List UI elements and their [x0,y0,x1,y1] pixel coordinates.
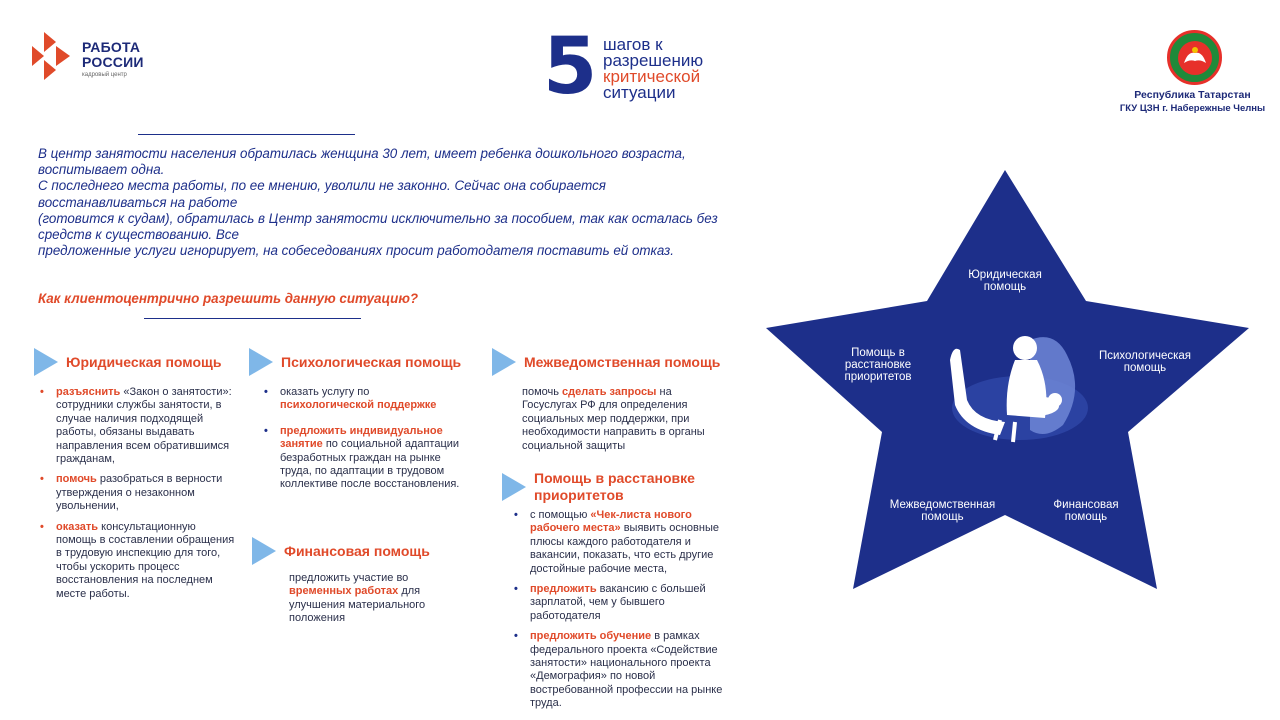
heading-text: Психологическая помощь [281,353,462,370]
tatarstan-emblem-icon [1167,30,1222,85]
heading-text: приоритетов [534,487,624,503]
triangle-marker-icon [502,473,526,501]
title-line3: критической [603,67,701,86]
title-line2: разрешению [603,51,704,70]
intro-paragraph: С последнего места работы, по ее мнению, уволили не законно. Сейчас она собирается восстанавливаться на работе [38,178,606,210]
priorities-help-list [512,509,734,718]
triangle-marker-icon [492,348,516,376]
situation-description [38,146,718,259]
title-number: 5 [543,22,598,112]
star-label-priorities: Помощь в расстановке приоритетов [844,347,912,383]
list-item: • с помощью «Чек-листа нового рабочего места» выявить основные плюсы каждого работодателя и вакансии, показать, что есть другие достойные рабочие места, [512,509,734,576]
triangle-marker-icon [249,348,273,376]
rabota-rossii-logo [30,30,170,85]
help-star-diagram [760,165,1255,595]
list-item: • оказать услугу по психологической поддержке [262,386,462,413]
intro-paragraph: предложенные услуги игнорирует, на собеседованиях просит работодателя поставить ей отказ. [38,243,674,259]
list-item: • разъяснить «Закон о занятости»: сотрудники службы занятости, в случае наличия подходящей работы, обязаны выдавать направления всем обратившимся гражданам, [38,386,238,466]
psych-help-list [262,386,462,499]
intro-paragraph: В центр занятости населения обратилась женщина 30 лет, имеет ребенка дошкольного возраста, воспитывает одна. [38,146,686,178]
finance-help-heading [252,537,430,565]
heading-text: Помощь в расстановке [534,470,695,486]
interagency-help-heading [492,348,720,376]
star-label-psych: Психологическая помощь [1098,350,1192,374]
star-label-legal: Юридическая помощь [968,269,1042,293]
legal-help-heading [34,348,221,376]
intro-paragraph: (готовится к судам), обратилась в Центр занятости исключительно за пособием, так как осталась без средств к существованию. Все [38,210,718,243]
logo-line2: РОССИИ [82,54,144,70]
page-title [543,22,743,112]
tatarstan-logo [1110,30,1275,120]
finance-help-text: предложить участие во временных работах для улучшения материального положения [289,572,426,625]
heading-text: Межведомственная помощь [524,353,721,370]
list-item: • помочь разобраться в верности утверждения о незаконном увольнении, [38,473,238,513]
list-item: • предложить обучение в рамках федерального проекта «Содействие занятости» национального проекта «Демография» по новой востребованной профессии на рынке труда. [512,630,734,710]
logo-subtitle: кадровый центр [82,72,127,78]
heading-text: Финансовая помощь [284,542,430,559]
star-label-finance: Финансовая помощь [1053,499,1119,523]
heading-text: Юридическая помощь [66,353,222,370]
legal-help-list [38,386,238,608]
triangle-marker-icon [252,537,276,565]
interagency-help-text: помочь сделать запросы на Госуслугах РФ для определения социальных мер поддержки, при необходимости направить в органы социальной защиты [522,386,705,452]
divider-bottom [144,318,361,319]
title-line1: шагов к [603,35,663,54]
psych-help-heading [249,348,461,376]
divider-top [138,134,355,135]
triangle-marker-icon [34,348,58,376]
arrows-logo-icon [30,30,78,80]
logo-line1: РАБОТА [82,39,141,55]
region-name: Республика Татарстан [1134,89,1251,101]
star-label-interagency: Межведомственная помощь [889,499,996,523]
priorities-help-heading [502,470,695,504]
title-line4: ситуации [603,83,676,102]
list-item: • предложить индивидуальное занятие по социальной адаптации безработных граждан на рынке труда, по адаптации в трудовом коллективе после восстановления. [262,425,462,492]
question-text: Как клиентоцентрично разрешить данную ситуацию? [38,291,419,306]
list-item: • предложить вакансию с большей зарплатой, чем у бывшего работодателя [512,583,734,623]
list-item: • оказать консультационную помощь в составлении обращения в трудовую инспекцию для того, чтобы ускорить процесс восстановления на последнем месте работы. [38,521,238,601]
organization-name: ГКУ ЦЗН г. Набережные Челны [1119,103,1266,114]
